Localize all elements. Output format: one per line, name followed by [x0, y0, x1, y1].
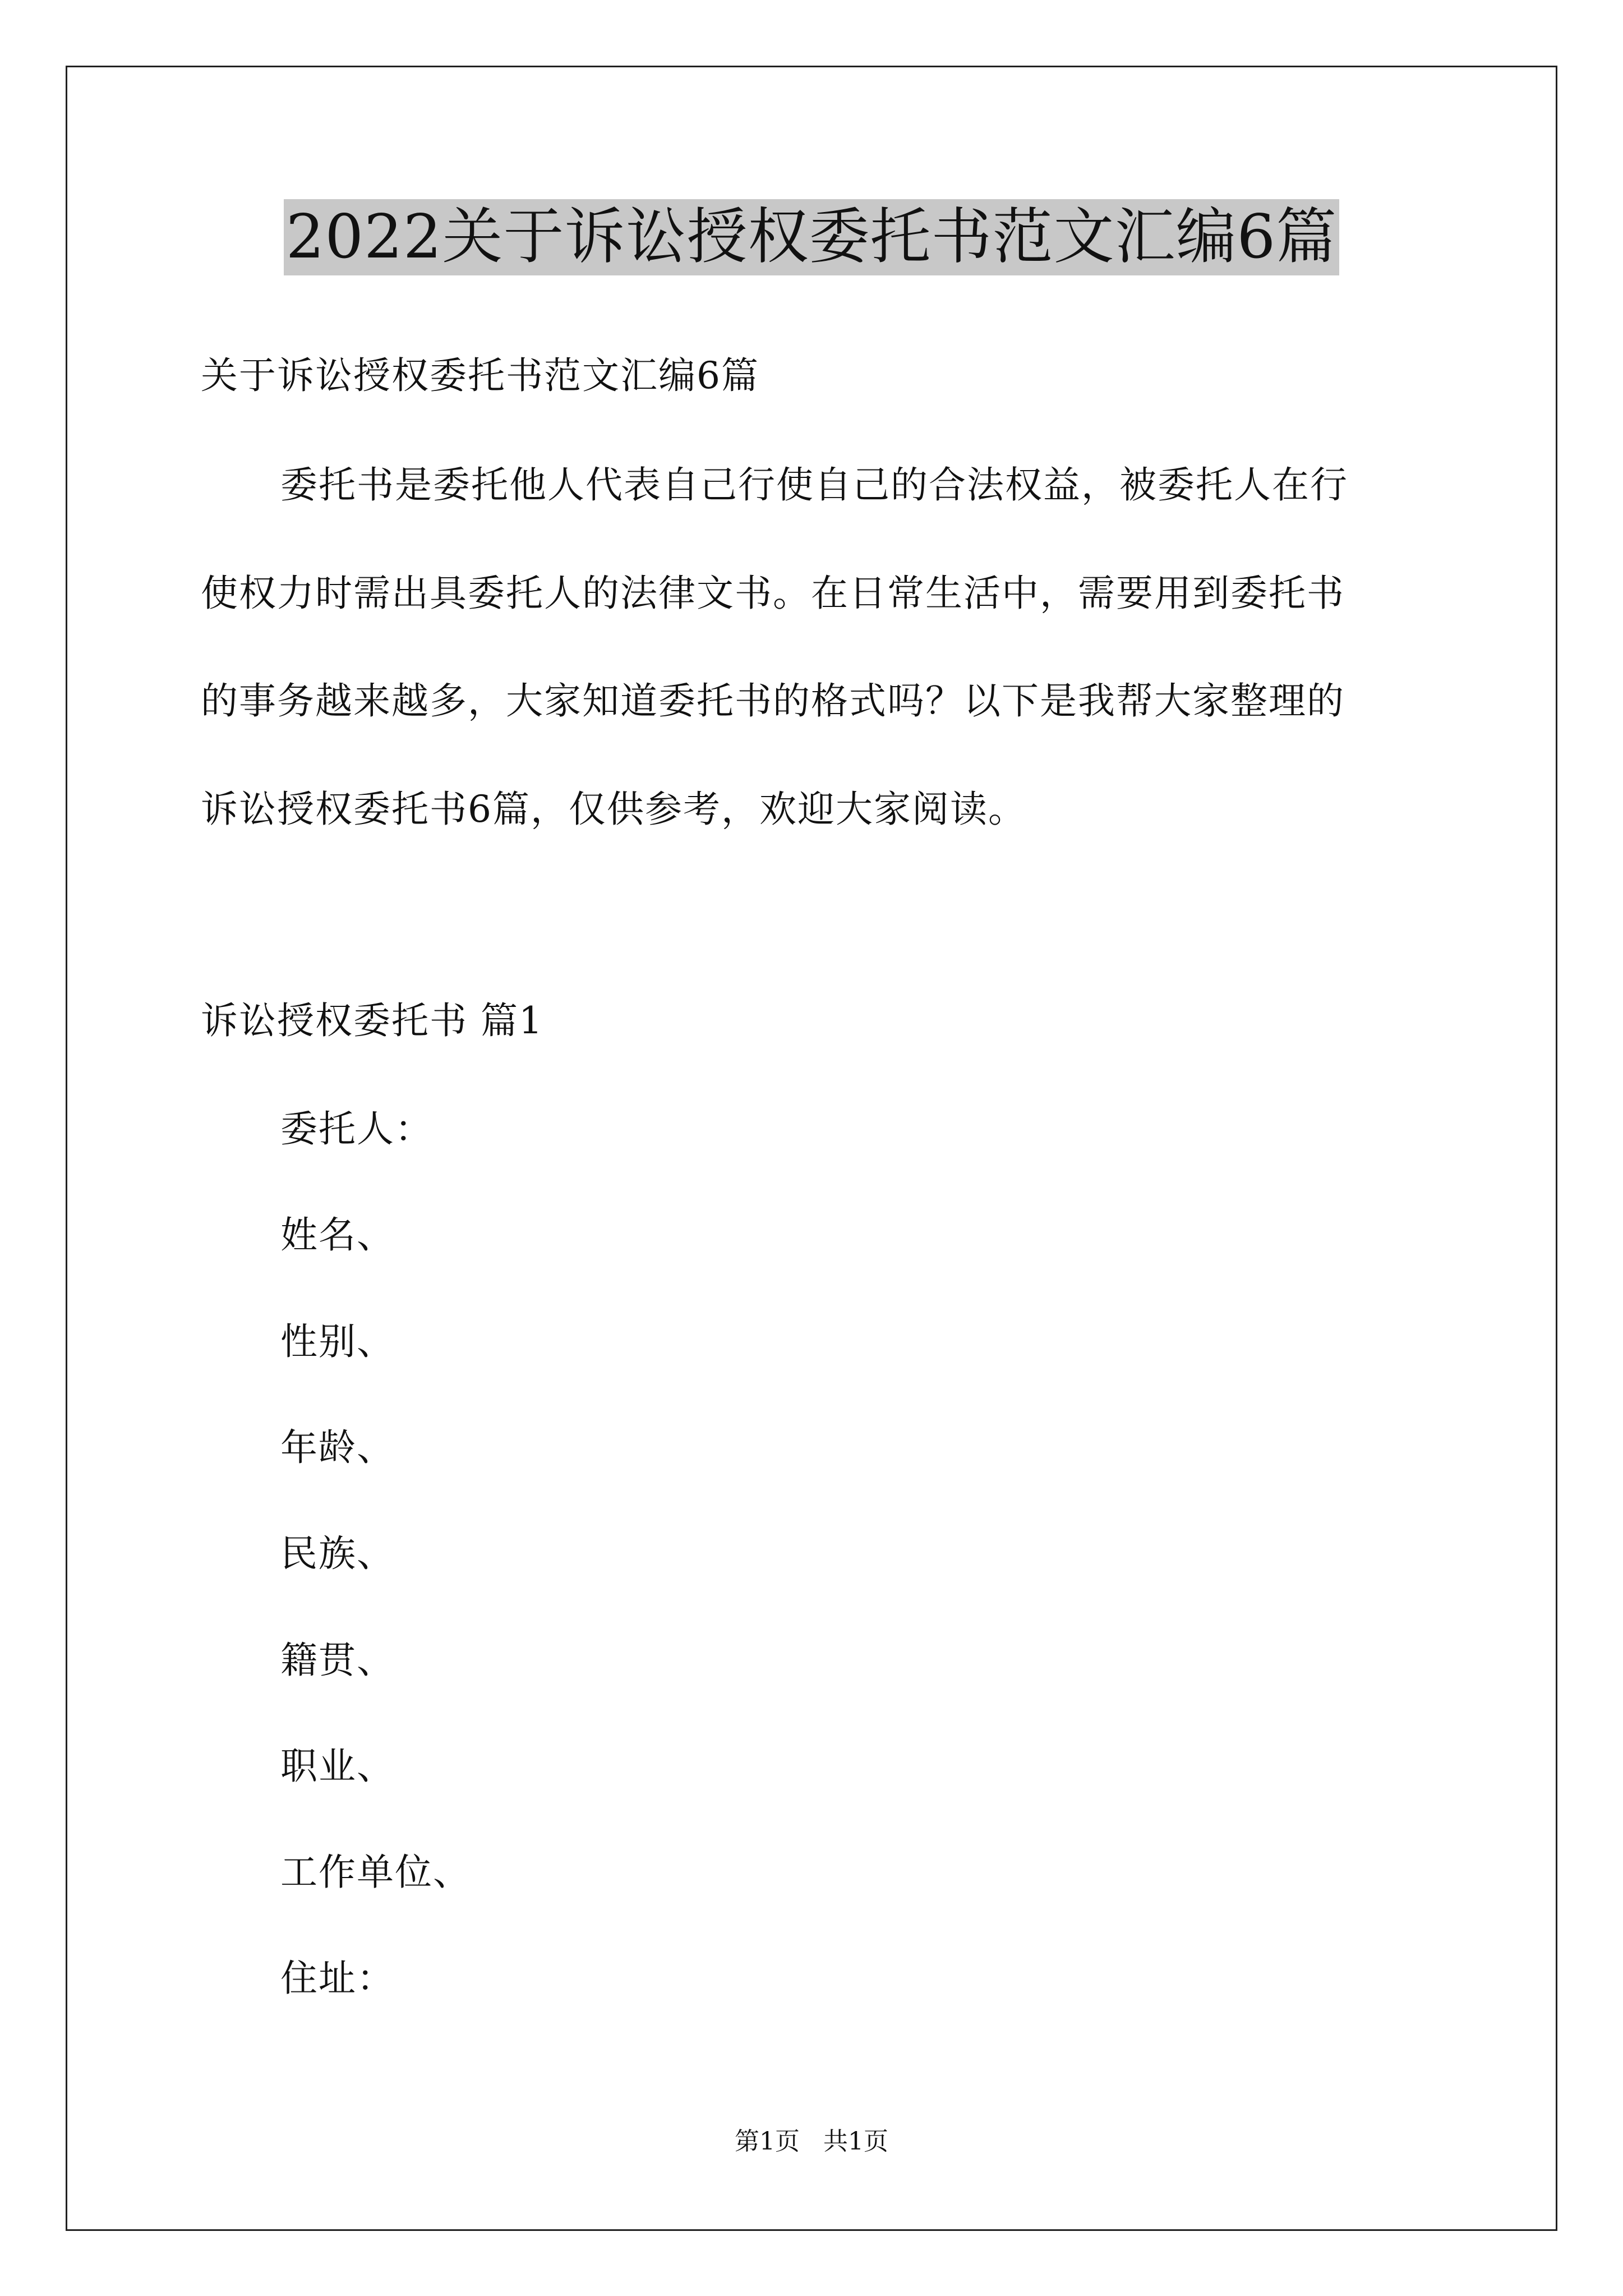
document-title: 2022关于诉讼授权委托书范文汇编6篇	[284, 199, 1340, 275]
document-title-container	[0, 199, 1623, 275]
field-item-address: 住址：	[280, 1957, 395, 2000]
field-item-ethnicity: 民族、	[280, 1532, 395, 1575]
field-item-principal: 委托人：	[280, 1107, 433, 1151]
page-footer	[0, 2126, 1623, 2157]
intro-line-2: 使权力时需出具委托人的法律文书。在日常生活中，需要用到委托书	[201, 572, 1345, 615]
page-number-current: 第1页	[735, 2127, 800, 2156]
field-item-workplace: 工作单位、	[280, 1851, 471, 1894]
field-item-native-place: 籍贯、	[280, 1639, 395, 1682]
field-item-occupation: 职业、	[280, 1745, 395, 1788]
document-subtitle: 关于诉讼授权委托书范文汇编6篇	[201, 354, 759, 397]
intro-line-4: 诉讼授权委托书6篇，仅供参考，欢迎大家阅读。	[201, 788, 1026, 831]
intro-line-1: 委托书是委托他人代表自己行使自己的合法权益，被委托人在行	[280, 463, 1348, 507]
field-item-age: 年龄、	[280, 1426, 395, 1469]
section-heading: 诉讼授权委托书 篇1	[201, 999, 543, 1042]
page-number-total: 共1页	[823, 2127, 888, 2156]
field-item-gender: 性别、	[280, 1320, 395, 1363]
intro-line-3: 的事务越来越多，大家知道委托书的格式吗？以下是我帮大家整理的	[201, 679, 1345, 723]
field-item-name: 姓名、	[280, 1213, 395, 1257]
